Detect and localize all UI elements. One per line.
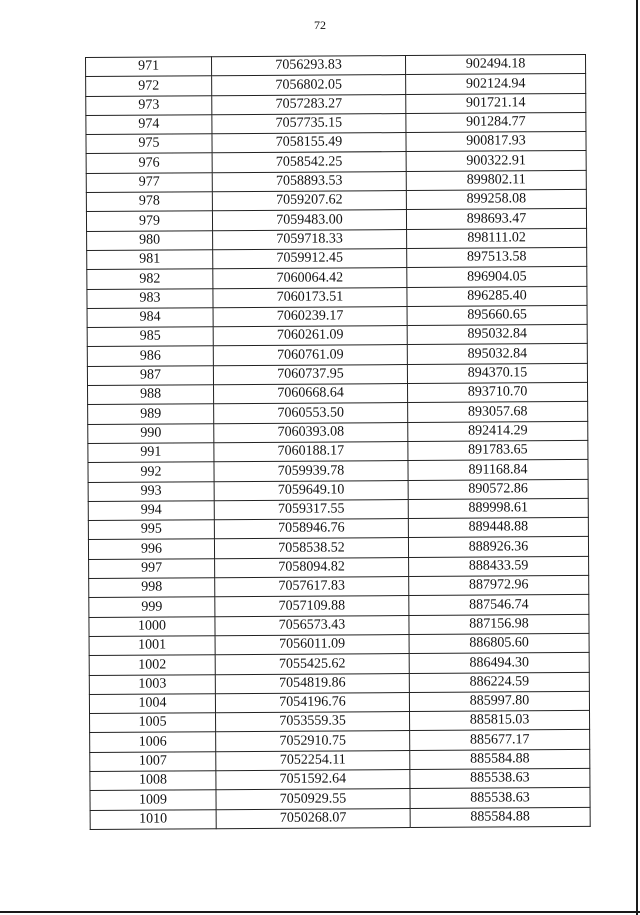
- easting-cell: 888433.59: [409, 556, 589, 576]
- easting-cell: 899802.11: [406, 170, 586, 190]
- point-number-cell: 972: [86, 76, 212, 96]
- point-number-cell: 1010: [90, 809, 216, 829]
- point-number-cell: 1006: [90, 732, 216, 752]
- point-number-cell: 982: [87, 269, 213, 289]
- point-number-cell: 983: [87, 288, 213, 308]
- table-row: [89, 691, 589, 713]
- point-number-cell: 985: [87, 327, 213, 347]
- point-number-cell: 979: [86, 211, 212, 231]
- point-number-cell: 998: [89, 578, 215, 598]
- table-row: [90, 788, 590, 810]
- northing-cell: 7060393.08: [214, 422, 408, 442]
- point-number-cell: 992: [88, 462, 214, 482]
- northing-cell: 7059939.78: [214, 461, 408, 481]
- table-row: [89, 653, 589, 675]
- easting-cell: 887156.98: [409, 614, 589, 634]
- point-number-cell: 1008: [90, 771, 216, 791]
- coordinates-table-body: [86, 54, 591, 829]
- table-row: [86, 74, 586, 96]
- point-number-cell: 975: [86, 134, 212, 154]
- table-row: [88, 460, 588, 482]
- easting-cell: 885677.17: [410, 730, 590, 750]
- northing-cell: 7052254.11: [216, 750, 410, 770]
- easting-cell: 893710.70: [408, 382, 588, 402]
- northing-cell: 7054819.86: [215, 673, 409, 693]
- table-row: [86, 93, 586, 115]
- point-number-cell: 977: [86, 173, 212, 193]
- northing-cell: 7054196.76: [215, 692, 409, 712]
- northing-cell: 7056573.43: [215, 615, 409, 635]
- northing-cell: 7058538.52: [214, 538, 408, 558]
- point-number-cell: 987: [87, 365, 213, 385]
- table-row: [87, 325, 587, 347]
- easting-cell: 885584.88: [410, 749, 590, 769]
- point-number-cell: 1002: [89, 655, 215, 675]
- northing-cell: 7060173.51: [213, 287, 407, 307]
- point-number-cell: 986: [87, 346, 213, 366]
- easting-cell: 896285.40: [407, 286, 587, 306]
- easting-cell: 885815.03: [410, 711, 590, 731]
- table-row: [86, 132, 586, 154]
- northing-cell: 7059649.10: [214, 480, 408, 500]
- table-row: [87, 363, 587, 385]
- northing-cell: 7060668.64: [214, 384, 408, 404]
- easting-cell: 885584.88: [410, 807, 590, 827]
- easting-cell: 893057.68: [408, 402, 588, 422]
- easting-cell: 887972.96: [409, 575, 589, 595]
- table-row: [86, 190, 586, 212]
- northing-cell: 7058094.82: [215, 557, 409, 577]
- table-row: [90, 749, 590, 771]
- easting-cell: 898693.47: [406, 209, 586, 229]
- table-row: [90, 768, 590, 790]
- northing-cell: 7055425.62: [215, 654, 409, 674]
- table-row: [89, 672, 589, 694]
- northing-cell: 7058542.25: [212, 152, 406, 172]
- table-row: [86, 209, 586, 231]
- northing-cell: 7056293.83: [212, 56, 406, 76]
- northing-cell: 7058155.49: [212, 133, 406, 153]
- point-number-cell: 988: [88, 385, 214, 405]
- table-row: [88, 382, 588, 404]
- easting-cell: 888926.36: [408, 537, 588, 557]
- point-number-cell: 996: [88, 539, 214, 559]
- northing-cell: 7059912.45: [213, 249, 407, 269]
- table-row: [88, 440, 588, 462]
- easting-cell: 900322.91: [406, 151, 586, 171]
- point-number-cell: 997: [89, 558, 215, 578]
- northing-cell: 7060261.09: [213, 326, 407, 346]
- northing-cell: 7053559.35: [216, 712, 410, 732]
- easting-cell: 900817.93: [406, 132, 586, 152]
- table-row: [88, 421, 588, 443]
- point-number-cell: 1003: [89, 674, 215, 694]
- easting-cell: 887546.74: [409, 595, 589, 615]
- easting-cell: 896904.05: [407, 267, 587, 287]
- table-row: [89, 595, 589, 617]
- northing-cell: 7060761.09: [213, 345, 407, 365]
- easting-cell: 895660.65: [407, 305, 587, 325]
- table-row: [86, 54, 586, 76]
- table-row: [87, 286, 587, 308]
- table-row: [86, 151, 586, 173]
- easting-cell: 902124.94: [406, 74, 586, 94]
- northing-cell: 7060553.50: [214, 403, 408, 423]
- point-number-cell: 1009: [90, 790, 216, 810]
- table-row: [89, 633, 589, 655]
- northing-cell: 7059718.33: [213, 229, 407, 249]
- point-number-cell: 1005: [90, 713, 216, 733]
- table-row: [89, 556, 589, 578]
- northing-cell: 7060188.17: [214, 441, 408, 461]
- easting-cell: 889998.61: [408, 498, 588, 518]
- point-number-cell: 994: [88, 501, 214, 521]
- table-row: [89, 575, 589, 597]
- table-row: [88, 479, 588, 501]
- easting-cell: 891783.65: [408, 440, 588, 460]
- point-number-cell: 1001: [89, 636, 215, 656]
- point-number-cell: 1004: [89, 694, 215, 714]
- easting-cell: 886494.30: [409, 653, 589, 673]
- coordinates-table: [85, 54, 591, 830]
- easting-cell: 892414.29: [408, 421, 588, 441]
- easting-cell: 889448.88: [408, 518, 588, 538]
- northing-cell: 7050268.07: [216, 808, 410, 828]
- easting-cell: 894370.15: [407, 363, 587, 383]
- page-edge-bottom: [0, 911, 640, 913]
- northing-cell: 7057109.88: [215, 596, 409, 616]
- point-number-cell: 973: [86, 95, 212, 115]
- northing-cell: 7057617.83: [215, 577, 409, 597]
- point-number-cell: 984: [87, 308, 213, 328]
- point-number-cell: 978: [86, 192, 212, 212]
- northing-cell: 7051592.64: [216, 770, 410, 790]
- point-number-cell: 976: [86, 153, 212, 173]
- northing-cell: 7059207.62: [212, 191, 406, 211]
- easting-cell: 899258.08: [406, 190, 586, 210]
- point-number-cell: 991: [88, 443, 214, 463]
- easting-cell: 885538.63: [410, 788, 590, 808]
- point-number-cell: 981: [87, 250, 213, 270]
- table-row: [86, 170, 586, 192]
- easting-cell: 898111.02: [407, 228, 587, 248]
- table-row: [89, 614, 589, 636]
- northing-cell: 7059317.55: [214, 499, 408, 519]
- easting-cell: 891168.84: [408, 460, 588, 480]
- northing-cell: 7058946.76: [214, 519, 408, 539]
- page-number: 72: [314, 18, 326, 32]
- northing-cell: 7057283.27: [212, 94, 406, 114]
- easting-cell: 885997.80: [409, 691, 589, 711]
- table-row: [88, 402, 588, 424]
- northing-cell: 7056011.09: [215, 634, 409, 654]
- point-number-cell: 1007: [90, 751, 216, 771]
- northing-cell: 7060064.42: [213, 268, 407, 288]
- easting-cell: 895032.84: [407, 325, 587, 345]
- table-row: [86, 112, 586, 134]
- table-row: [87, 267, 587, 289]
- easting-cell: 885538.63: [410, 768, 590, 788]
- easting-cell: 890572.86: [408, 479, 588, 499]
- northing-cell: 7058893.53: [212, 171, 406, 191]
- easting-cell: 902494.18: [405, 54, 585, 74]
- easting-cell: 895032.84: [407, 344, 587, 364]
- easting-cell: 886805.60: [409, 633, 589, 653]
- point-number-cell: 980: [87, 230, 213, 250]
- northing-cell: 7060737.95: [213, 364, 407, 384]
- northing-cell: 7052910.75: [216, 731, 410, 751]
- point-number-cell: 993: [88, 481, 214, 501]
- point-number-cell: 990: [88, 423, 214, 443]
- table-row: [90, 730, 590, 752]
- table-row: [88, 537, 588, 559]
- easting-cell: 897513.58: [407, 247, 587, 267]
- easting-cell: 886224.59: [409, 672, 589, 692]
- table-row: [87, 247, 587, 269]
- northing-cell: 7060239.17: [213, 306, 407, 326]
- table-row: [90, 807, 590, 829]
- table-row: [87, 228, 587, 250]
- easting-cell: 901284.77: [406, 112, 586, 132]
- table-row: [87, 344, 587, 366]
- point-number-cell: 999: [89, 597, 215, 617]
- easting-cell: 901721.14: [406, 93, 586, 113]
- table-row: [90, 711, 590, 733]
- northing-cell: 7050929.55: [216, 789, 410, 809]
- northing-cell: 7059483.00: [212, 210, 406, 230]
- point-number-cell: 971: [86, 57, 212, 77]
- table-row: [87, 305, 587, 327]
- table-row: [88, 518, 588, 540]
- point-number-cell: 974: [86, 115, 212, 135]
- table-row: [88, 498, 588, 520]
- point-number-cell: 989: [88, 404, 214, 424]
- northing-cell: 7056802.05: [212, 75, 406, 95]
- point-number-cell: 995: [88, 520, 214, 540]
- page-edge-right: [636, 0, 638, 915]
- point-number-cell: 1000: [89, 616, 215, 636]
- northing-cell: 7057735.15: [212, 113, 406, 133]
